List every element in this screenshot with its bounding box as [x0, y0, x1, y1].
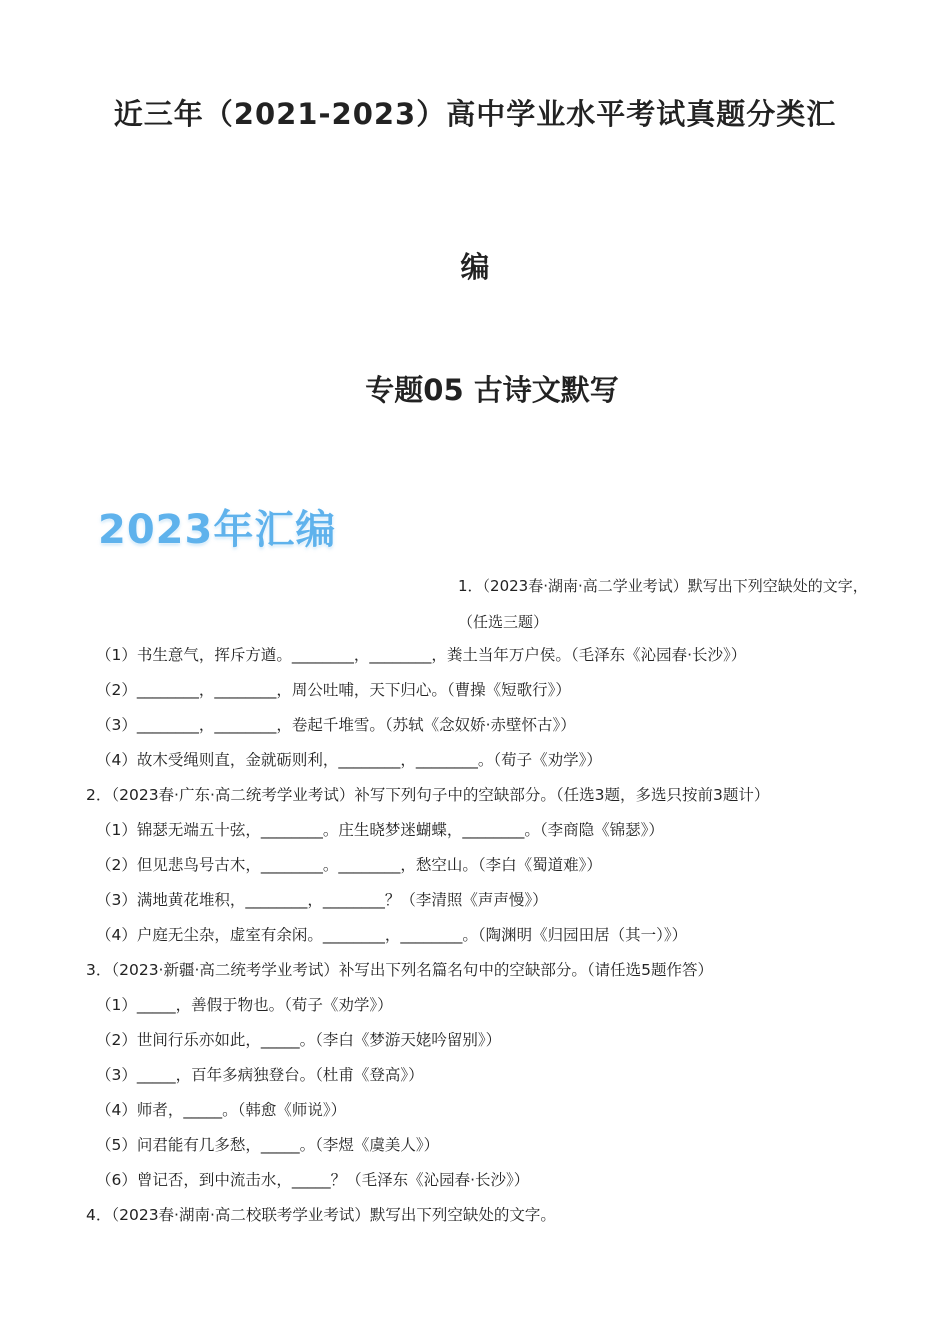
question-2-heading: 2．（2023春·广东·高二统考学业考试）补写下列句子中的空缺部分。（任选3题，多选只按前3题计） [86, 786, 770, 804]
topic-subtitle: 专题05 古诗文默写 [365, 373, 619, 407]
question-3-item: （3）_____，百年多病独登台。（杜甫《登高》） [96, 1066, 424, 1084]
question-2-item: （3）满地黄花堆积，________，________？（李清照《声声慢》） [96, 891, 548, 909]
question-4-heading: 4．（2023春·湖南·高二校联考学业考试）默写出下列空缺处的文字。 [86, 1206, 556, 1224]
section-heading-2023: 2023年汇编 [98, 507, 337, 553]
question-1-item: （4）故木受绳则直，金就砺则利，________，________。（荀子《劝学》） [96, 751, 602, 769]
question-3-item: （4）师者，_____。（韩愈《师说》） [96, 1101, 347, 1119]
question-2-item: （1）锦瑟无端五十弦，________。庄生晓梦迷蝴蝶，________。（李商隐《锦瑟》） [96, 821, 664, 839]
question-3-item: （1）_____，善假于物也。（荀子《劝学》） [96, 996, 393, 1014]
question-3-item: （6）曾记否，到中流击水，_____？（毛泽东《沁园春·长沙》） [96, 1171, 530, 1189]
question-3-item: （5）问君能有几多愁，_____。（李煜《虞美人》） [96, 1136, 440, 1154]
question-1-heading: 1．（2023春·湖南·高二学业考试）默写出下列空缺处的文字，（任选三题） [458, 577, 868, 631]
question-1-item: （1）书生意气，挥斥方遒。________，________，粪土当年万户侯。（毛泽东《沁园春·长沙》） [96, 646, 747, 664]
document-title: 近三年（2021-2023）高中学业水平考试真题分类汇 [113, 97, 837, 131]
question-3-item: （2）世间行乐亦如此，_____。（李白《梦游天姥吟留别》） [96, 1031, 502, 1049]
question-1-item: （2）________，________，周公吐哺，天下归心。（曹操《短歌行》） [96, 681, 571, 699]
question-1-item: （3）________，________，卷起千堆雪。（苏轼《念奴娇·赤壁怀古》） [96, 716, 576, 734]
question-3-heading: 3．（2023·新疆·高二统考学业考试）补写出下列名篇名句中的空缺部分。（请任选5题作答） [86, 961, 714, 979]
document-title-continued: 编 [460, 250, 490, 284]
question-2-item: （2）但见悲鸟号古木，________。________，愁空山。（李白《蜀道难》） [96, 856, 602, 874]
question-2-item: （4）户庭无尘杂，虚室有余闲。________，________。（陶渊明《归园田居（其一）》） [96, 926, 688, 944]
